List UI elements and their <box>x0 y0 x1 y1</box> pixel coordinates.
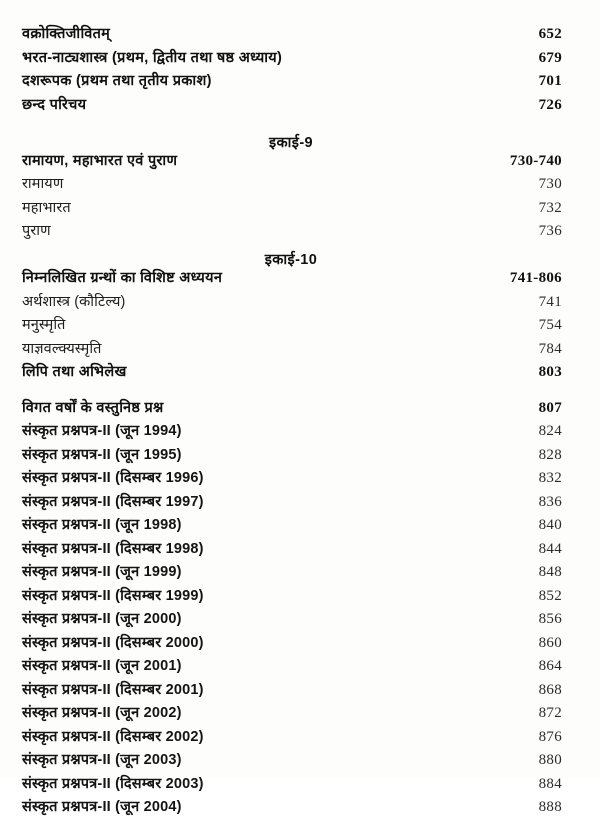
toc-entry-page: 860 <box>538 634 562 651</box>
toc-entry <box>22 706 580 730</box>
toc-section-unit-10 <box>22 271 580 389</box>
toc-entry <box>22 589 580 613</box>
toc-entry-page: 832 <box>538 470 562 486</box>
toc-entry-page: 803 <box>538 364 562 380</box>
toc-entry <box>22 318 580 342</box>
toc-entry-page: 836 <box>538 493 562 510</box>
toc-entry-page: 864 <box>538 658 562 674</box>
unit-heading-label: इकाई-9 <box>268 134 314 151</box>
toc-entry-page: 876 <box>538 728 562 745</box>
toc-section-unit-9 <box>22 154 580 248</box>
section-spacer <box>22 121 580 130</box>
toc-entry-title: संस्कृत प्रश्नपत्र-II (दिसम्बर 1997) <box>22 493 204 510</box>
toc-entry <box>22 730 580 754</box>
toc-entry <box>22 342 580 366</box>
toc-entry-list <box>0 27 600 824</box>
toc-entry-title: संस्कृत प्रश्नपत्र-II (जून 1998) <box>22 517 182 533</box>
toc-entry-title: अर्थशास्त्र (कौटिल्य) <box>22 293 126 310</box>
toc-entry-page: 828 <box>538 446 562 463</box>
toc-entry-title: रामायण, महाभारत एवं पुराण <box>22 152 178 169</box>
toc-entry <box>22 74 580 98</box>
toc-entry-page: 736 <box>538 223 562 239</box>
toc-entry-page: 701 <box>538 73 562 89</box>
toc-entry-title: पुराण <box>22 223 51 239</box>
toc-entry <box>22 518 580 542</box>
toc-entry <box>22 636 580 660</box>
toc-entry-page: 732 <box>538 199 562 216</box>
toc-entry-title: भरत-नाट्यशास्त्र (प्रथम, द्वितीय तथा षष्ठ अध्याय) <box>22 49 283 66</box>
toc-entry <box>22 659 580 683</box>
toc-entry-page: 730-740 <box>509 152 562 169</box>
toc-entry <box>22 753 580 777</box>
toc-entry <box>22 295 580 319</box>
toc-entry-title: वक्रोक्तिजीवितम् <box>22 26 111 42</box>
toc-entry <box>22 471 580 495</box>
toc-entry-page: 880 <box>538 752 562 768</box>
toc-entry-title: रामायण <box>22 176 64 192</box>
toc-entry-title: संस्कृत प्रश्नपत्र-II (दिसम्बर 2002) <box>22 728 204 745</box>
toc-entry <box>22 271 580 295</box>
toc-entry-title: संस्कृत प्रश्नपत्र-II (जून 2004) <box>22 799 182 815</box>
toc-entry <box>22 612 580 636</box>
toc-entry-title: संस्कृत प्रश्नपत्र-II (दिसम्बर 1999) <box>22 587 204 604</box>
toc-entry <box>22 777 580 801</box>
toc-entry-title: संस्कृत प्रश्नपत्र-II (दिसम्बर 2003) <box>22 775 204 792</box>
toc-entry <box>22 495 580 519</box>
toc-entry-page: 652 <box>538 26 562 42</box>
toc-entry-title: संस्कृत प्रश्नपत्र-II (जून 2001) <box>22 658 182 674</box>
toc-entry <box>22 224 580 248</box>
toc-entry-title: संस्कृत प्रश्नपत्र-II (जून 2000) <box>22 611 182 627</box>
toc-entry <box>22 542 580 566</box>
toc-entry-page: 872 <box>538 705 562 721</box>
toc-entry-title: महाभारत <box>22 199 71 216</box>
toc-entry <box>22 424 580 448</box>
section-spacer <box>22 389 580 401</box>
toc-entry-title: संस्कृत प्रश्नपत्र-II (जून 1995) <box>22 446 182 463</box>
toc-entry-page: 679 <box>538 49 562 66</box>
toc-entry-page: 730 <box>538 176 562 192</box>
toc-entry-page: 784 <box>538 340 562 357</box>
toc-entry-title: संस्कृत प्रश्नपत्र-II (जून 2003) <box>22 752 182 768</box>
past-papers-heading <box>22 401 580 425</box>
toc-entry <box>22 800 580 824</box>
toc-entry-page: 840 <box>538 517 562 533</box>
toc-entry-page: 888 <box>538 799 562 815</box>
toc-entry-title: लिपि तथा अभिलेख <box>22 364 127 380</box>
toc-section-top <box>22 27 580 121</box>
toc-entry-page: 741 <box>538 293 562 310</box>
toc-entry <box>22 177 580 201</box>
toc-entry <box>22 683 580 707</box>
toc-entry-page: 868 <box>538 681 562 698</box>
toc-entry-page: 754 <box>538 317 562 333</box>
toc-entry-title: मनुस्मृति <box>22 317 66 333</box>
toc-entry-page: 844 <box>538 540 562 557</box>
unit-heading-label: इकाई-10 <box>264 252 318 269</box>
toc-entry-page: 856 <box>538 611 562 627</box>
toc-entry-page: 726 <box>538 96 562 113</box>
toc-entry <box>22 201 580 225</box>
toc-entry-title: संस्कृत प्रश्नपत्र-II (दिसम्बर 2000) <box>22 634 204 651</box>
toc-entry-title: विगत वर्षों के वस्तुनिष्ठ प्रश्न <box>22 399 164 416</box>
toc-entry-page: 852 <box>538 587 562 604</box>
toc-entry-page: 741-806 <box>509 270 562 286</box>
unit-heading-10 <box>22 248 580 272</box>
toc-entry-page: 824 <box>538 423 562 439</box>
toc-entry-title: संस्कृत प्रश्नपत्र-II (दिसम्बर 1996) <box>22 470 204 486</box>
toc-entry-title: संस्कृत प्रश्नपत्र-II (जून 1994) <box>22 423 182 439</box>
toc-entry <box>22 154 580 178</box>
toc-entry-title: छन्द परिचय <box>22 96 87 113</box>
toc-entry-title: संस्कृत प्रश्नपत्र-II (दिसम्बर 1998) <box>22 540 204 557</box>
toc-entry <box>22 565 580 589</box>
toc-entry-title: दशरूपक (प्रथम तथा तृतीय प्रकाश) <box>22 73 212 89</box>
toc-entry-title: संस्कृत प्रश्नपत्र-II (दिसम्बर 2001) <box>22 681 204 698</box>
toc-entry <box>22 448 580 472</box>
toc-entry <box>22 365 580 389</box>
toc-entry <box>22 27 580 51</box>
toc-entry-title: याज्ञवल्क्यस्मृति <box>22 340 102 357</box>
toc-entry-title: निम्नलिखित ग्रन्थों का विशिष्ट अध्ययन <box>22 270 223 286</box>
toc-section-past-papers <box>22 401 580 824</box>
toc-entry-title: संस्कृत प्रश्नपत्र-II (जून 2002) <box>22 705 182 721</box>
toc-entry-page: 884 <box>538 775 562 792</box>
toc-entry <box>22 51 580 75</box>
toc-entry-title: संस्कृत प्रश्नपत्र-II (जून 1999) <box>22 564 182 580</box>
toc-entry-page: 807 <box>538 399 562 416</box>
unit-heading-9 <box>22 130 580 154</box>
toc-entry <box>22 98 580 122</box>
toc-entry-page: 848 <box>538 564 562 580</box>
